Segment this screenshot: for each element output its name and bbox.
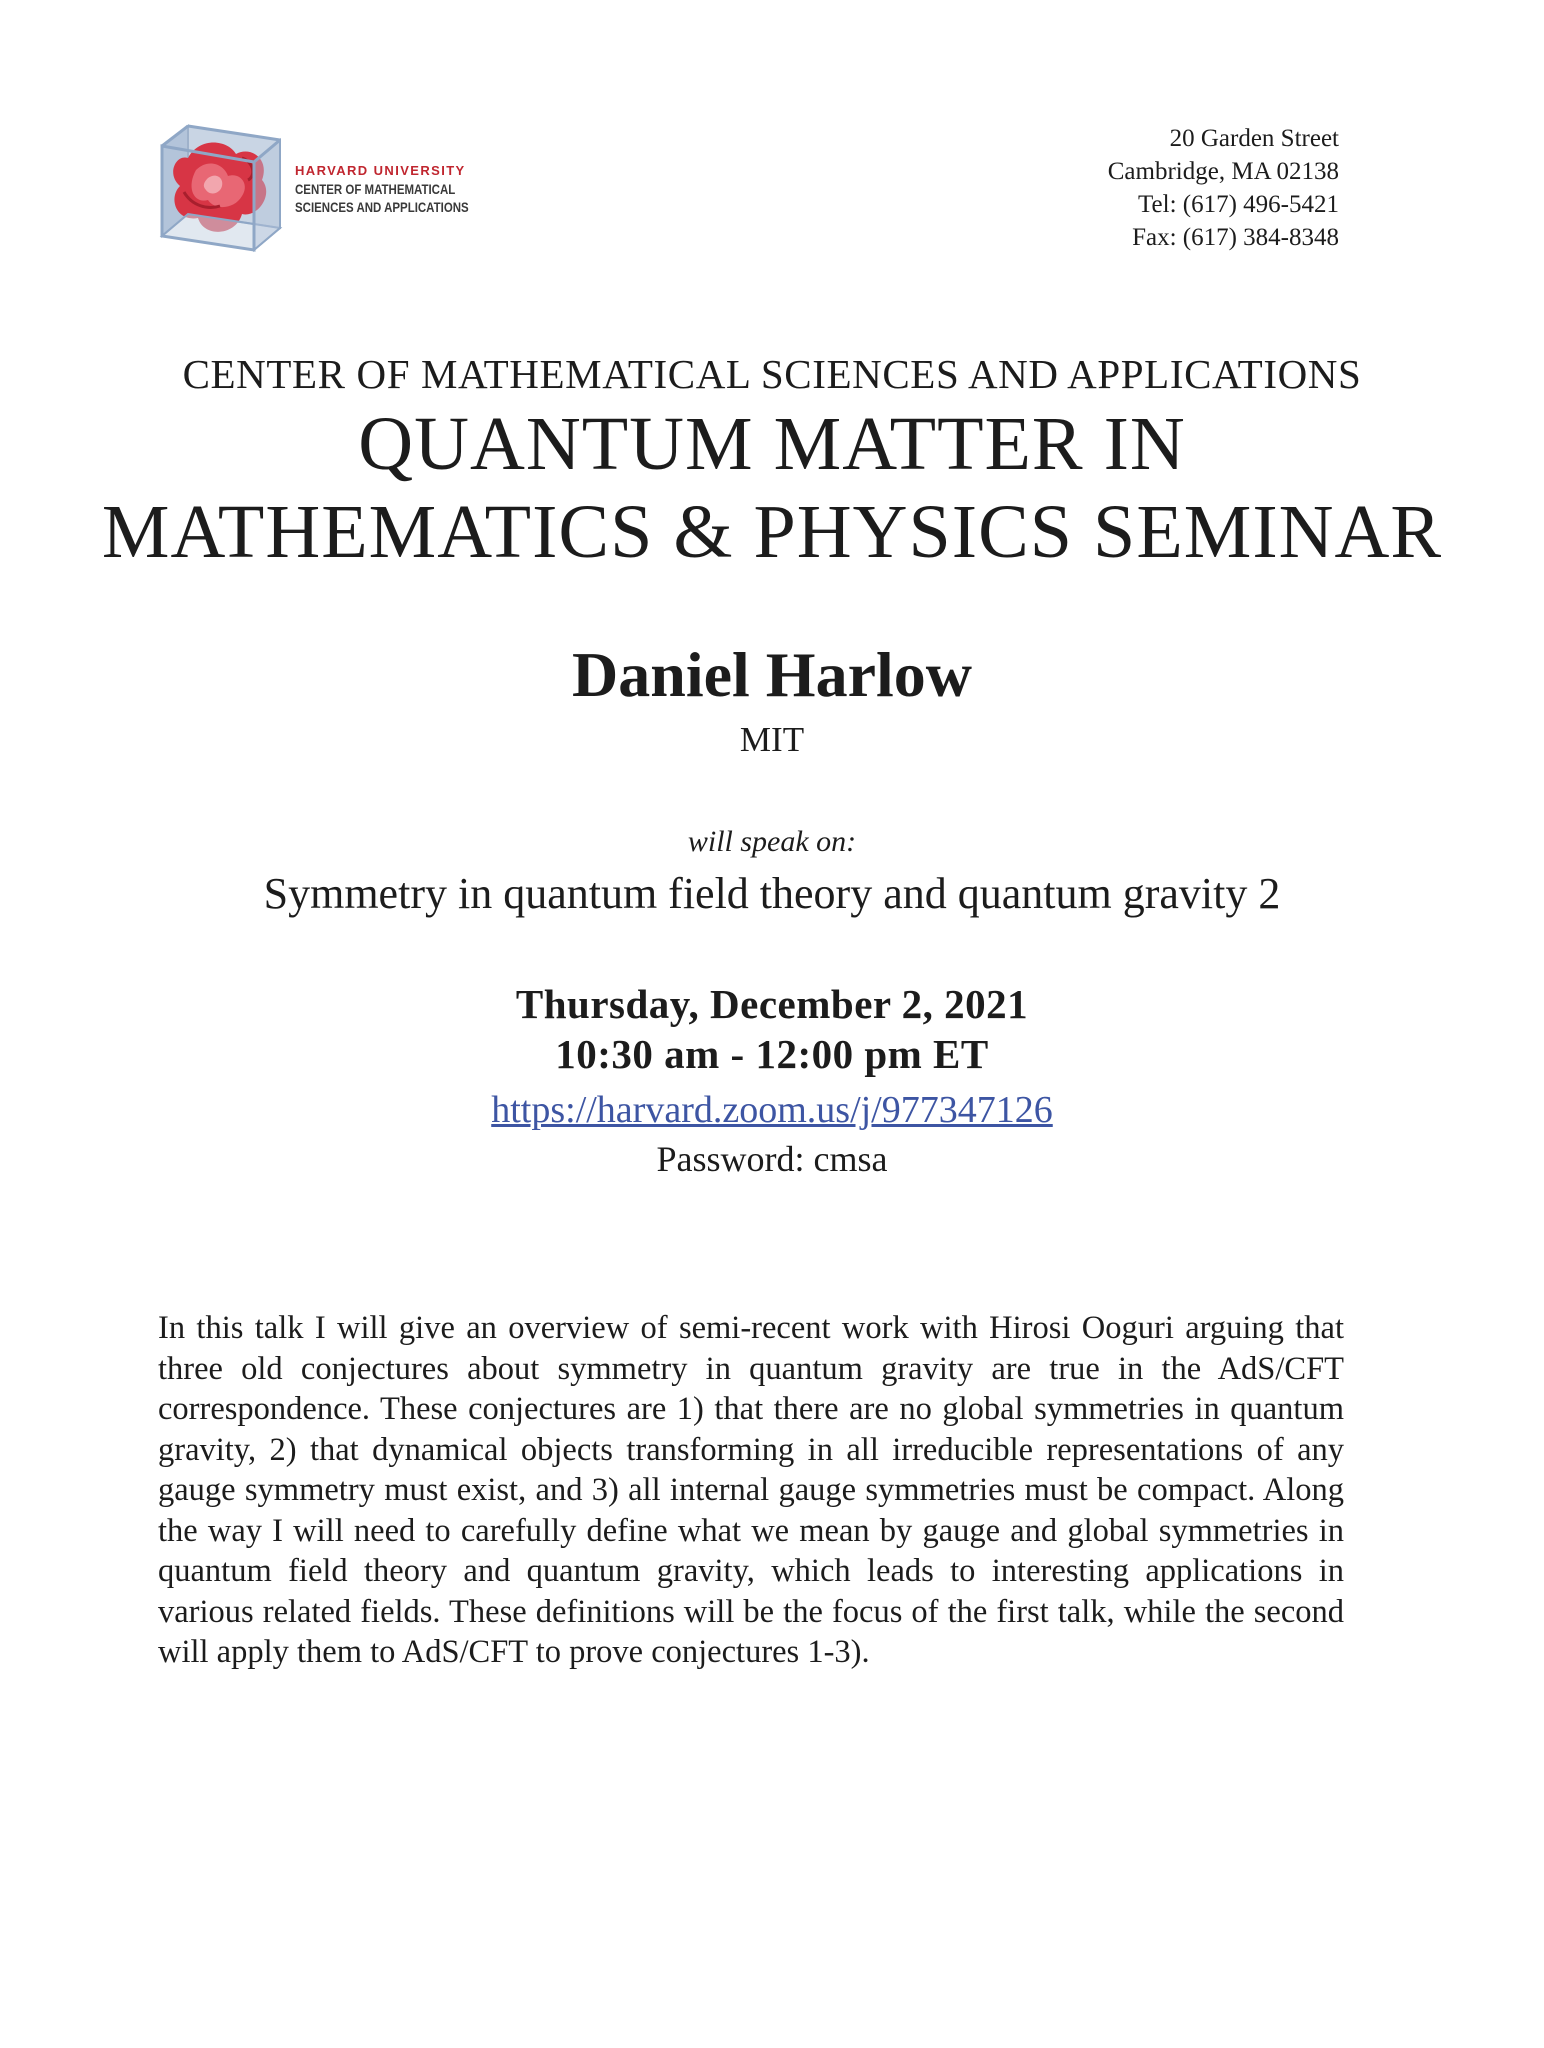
seminar-title	[0, 400, 1544, 576]
event-date: Thursday, December 2, 2021	[515, 981, 1029, 1027]
logo-text	[295, 162, 507, 216]
cube-logo-icon	[158, 118, 288, 263]
talk-title: Symmetry in quantum field theory and quantum gravity 2	[263, 869, 1281, 918]
address-street: 20 Garden Street	[1169, 125, 1339, 152]
zoom-password: Password: cmsa	[656, 1139, 888, 1179]
address-phone: Tel: (617) 496-5421	[1138, 191, 1339, 218]
speaker-name: Daniel Harlow	[572, 639, 972, 710]
logo-center-line1: CENTER OF MATHEMATICAL	[295, 181, 456, 197]
will-speak-on-label: will speak on:	[687, 825, 857, 858]
logo-center-line2: SCIENCES AND APPLICATIONS	[295, 199, 469, 215]
speaker-affiliation: MIT	[739, 720, 805, 759]
seminar-title-line1: QUANTUM MATTER IN	[358, 402, 1186, 486]
logo-university: HARVARD UNIVERSITY	[295, 163, 466, 178]
zoom-link-row	[0, 1088, 1544, 1132]
talk-abstract: In this talk I will give an overview of semi-recent work with Hirosi Ooguri arguing that three old conjectures about symmetry in quantum gravity are true in the AdS/CFT correspondence. These conjectures are 1) that there are no global symmetries in quantum gravity, 2) that dynamical objects transforming in all irreducible representations of any gauge symmetry must exist, and 3) all internal gauge symmetries must be compact. Along the way I will need to carefully define what we mean by gauge and global symmetries in quantum field theory and quantum gravity, which leads to interesting applications in various related fields. These definitions will be the focus of the first talk, while the second will apply them to AdS/CFT to prove conjectures 1-3).	[158, 1310, 1344, 1670]
center-name-heading: CENTER OF MATHEMATICAL SCIENCES AND APPLICATIONS	[182, 351, 1362, 397]
mailing-address	[1108, 122, 1339, 254]
address-city: Cambridge, MA 02138	[1107, 158, 1339, 185]
zoom-link[interactable]: https://harvard.zoom.us/j/977347126	[491, 1089, 1053, 1131]
cmsa-logo	[158, 118, 488, 263]
event-time: 10:30 am - 12:00 pm ET	[555, 1031, 989, 1077]
seminar-title-line2: MATHEMATICS & PHYSICS SEMINAR	[101, 490, 1443, 574]
address-fax: Fax: (617) 384-8348	[1132, 224, 1339, 251]
